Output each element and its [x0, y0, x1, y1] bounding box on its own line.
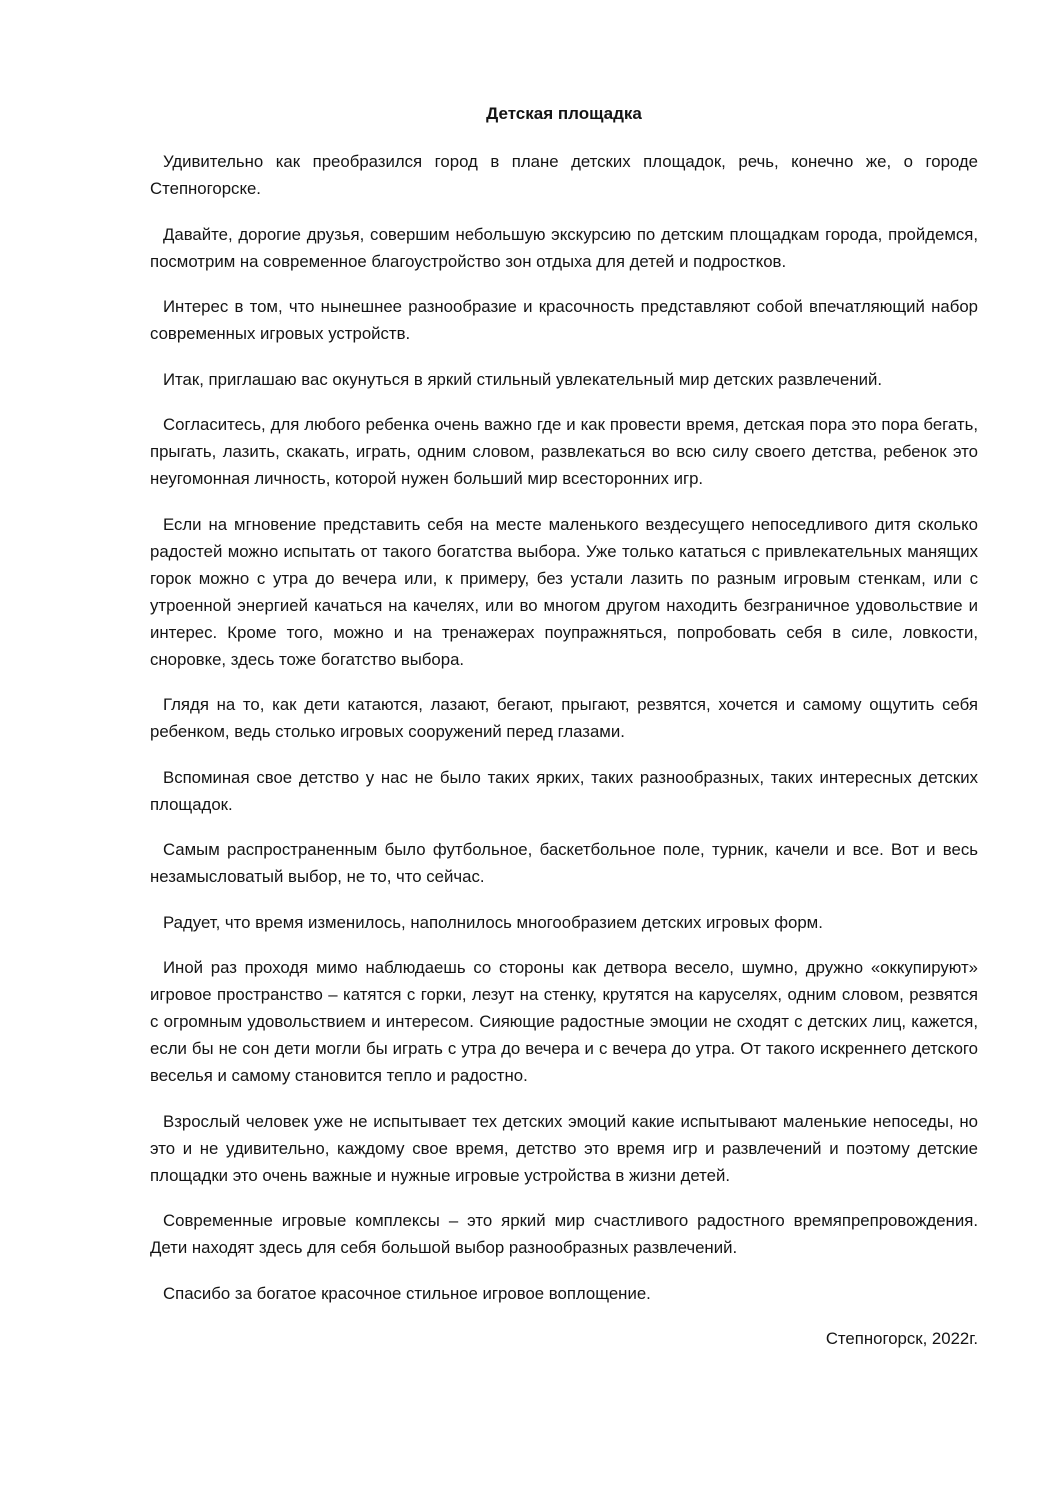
paragraph-5: Согласитесь, для любого ребенка очень важно где и как провести время, детская пора это пора бегать, прыгать, лазить, скакать, играть, одним словом, развлекаться во всю силу своего детства, ребенок это неугомонная личность, которой нужен больший мир всесторонних игр.	[150, 415, 978, 488]
paragraph-14: Спасибо за богатое красочное стильное игровое воплощение.	[163, 1283, 651, 1303]
paragraph-1: Удивительно как преобразился город в плане детских площадок, речь, конечно же, о городе Степногорске.	[150, 152, 978, 198]
paragraph-2: Давайте, дорогие друзья, совершим небольшую экскурсию по детским площадкам города, пройдемся, посмотрим на современное благоустройство зон отдыха для детей и подростков.	[150, 224, 978, 271]
document-page	[150, 100, 978, 1352]
paragraph-4: Итак, приглашаю вас окунуться в яркий стильный увлекательный мир детских развлечений.	[163, 369, 883, 389]
paragraph-3: Интерес в том, что нынешнее разнообразие и красочность представляют собой впечатляющий набор современных игровых устройств.	[150, 297, 978, 343]
signature-place-date: Степногорск, 2022г.	[825, 1329, 978, 1348]
paragraph-7: Глядя на то, как дети катаются, лазают, бегают, прыгают, резвятся, хочется и самому ощутить себя ребенком, ведь столько игровых сооружений перед глазами.	[150, 695, 978, 741]
paragraph-6: Если на мгновение представить себя на месте маленького вездесущего непоседливого дитя сколько радостей можно испытать от такого богатства выбора. Уже только кататься с привлекательных манящих горок можно с утра до вечера или, к примеру, без устали лазить по разным игровым стенкам, или с утроенной энергией качаться на качелях, или во многом другом находить безграничное удовольствие и интерес. Кроме того, можно и на тренажерах поупражняться, попробовать себя в силе, ловкости, сноровке, здесь тоже богатство выбора.	[150, 514, 978, 669]
paragraph-10: Радует, что время изменилось, наполнилось многообразием детских игровых форм.	[163, 912, 823, 932]
paragraph-13: Современные игровые комплексы – это яркий мир счастливого радостного времяпрепровождения. Дети находят здесь для себя большой выбор разнообразных развлечений.	[150, 1211, 978, 1257]
paragraph-8: Вспоминая свое детство у нас не было таких ярких, таких разнообразных, таких интересных детских площадок.	[150, 767, 978, 814]
paragraph-9: Самым распространенным было футбольное, баскетбольное поле, турник, качели и все. Вот и весь незамысловатый выбор, не то, что сейчас.	[150, 840, 978, 886]
document-title: Детская площадка	[486, 104, 642, 123]
paragraph-12: Взрослый человек уже не испытывает тех детских эмоций какие испытывают маленькие непоседы, но это и не удивительно, каждому свое время, детство это время игр и развлечений и поэтому детские площадки это очень важные и нужные игровые устройства в жизни детей.	[150, 1111, 978, 1185]
paragraph-11: Иной раз проходя мимо наблюдаешь со стороны как детвора весело, шумно, дружно «оккупируют» игровое пространство – катятся с горки, лезут на стенку, крутятся на каруселях, одним словом, резвятся с огромным удовольствием и интересом. Сияющие радостные эмоции не сходят с детских лиц, кажется, если бы не сон дети могли бы играть с утра до вечера и с вечера до утра. От такого искреннего детского веселья и самому становится тепло и радостно.	[150, 958, 978, 1085]
